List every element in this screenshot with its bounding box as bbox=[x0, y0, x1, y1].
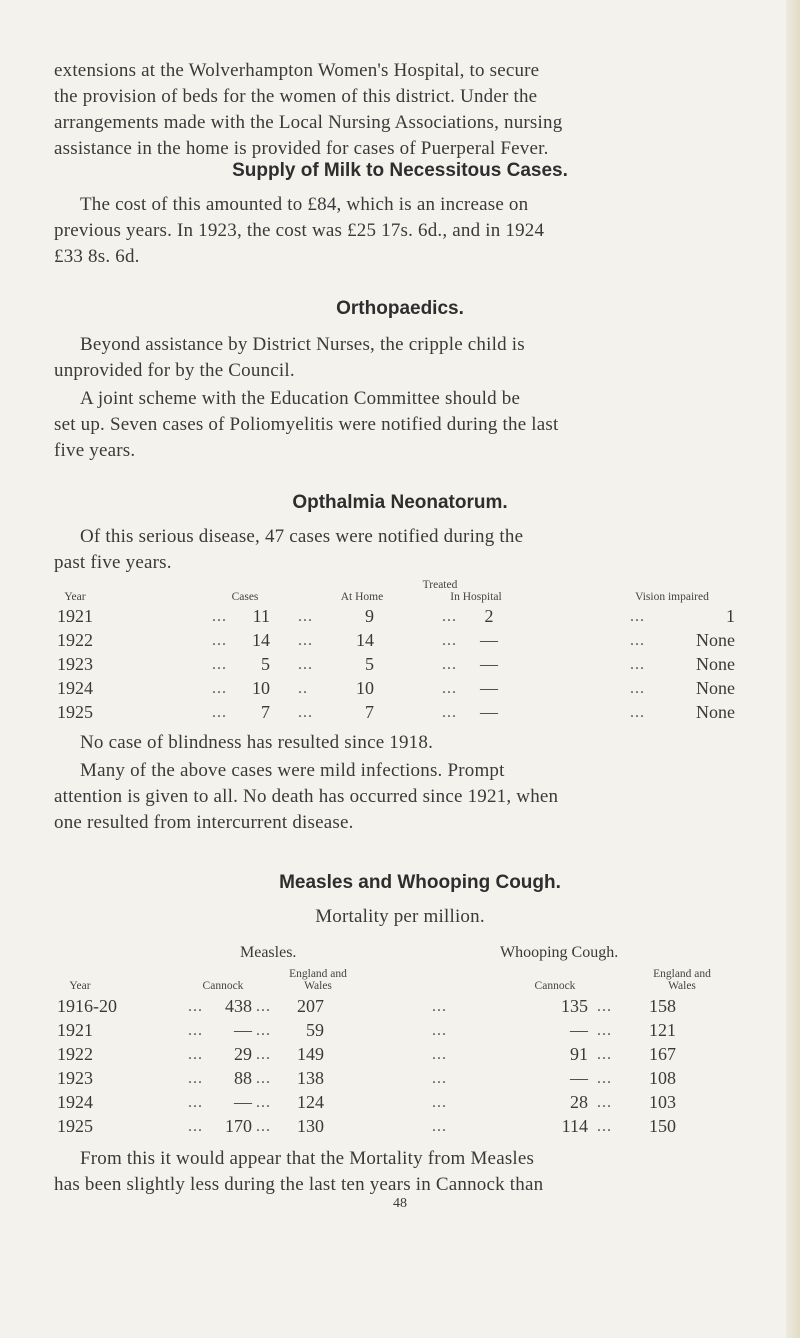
cell-whooping-cannock: 28 bbox=[570, 1092, 588, 1112]
cell-measles-england-wales: 149 bbox=[297, 1044, 324, 1064]
orthopaedics-paragraph-2 bbox=[54, 386, 734, 464]
treated-group-header: Treated bbox=[422, 579, 458, 591]
cell-measles-england-wales: 138 bbox=[297, 1068, 324, 1088]
cell-at-home: 14 bbox=[356, 630, 374, 650]
text-line: the provision of beds for the women of this district. Under the bbox=[54, 86, 538, 107]
cell-at-home: 10 bbox=[356, 678, 374, 698]
column-header-cannock: Cannock bbox=[202, 980, 244, 992]
group-header-whooping: Whooping Cough. bbox=[500, 944, 619, 961]
header-line: Wales bbox=[304, 980, 332, 992]
table-row bbox=[0, 630, 800, 652]
leader-dots: ... bbox=[597, 998, 612, 1015]
leader-dots: ... bbox=[188, 1046, 203, 1063]
leader-dots: ... bbox=[298, 704, 313, 721]
table-row bbox=[0, 654, 800, 676]
leader-dots: .. bbox=[298, 680, 308, 697]
cell-measles-england-wales: 124 bbox=[297, 1092, 324, 1112]
page-number: 48 bbox=[393, 1196, 407, 1211]
leader-dots: ... bbox=[442, 632, 457, 649]
text-line: assistance in the home is provided for cases of Puerperal Fever. bbox=[54, 138, 549, 159]
leader-dots: ... bbox=[630, 632, 645, 649]
table-row bbox=[0, 1044, 800, 1066]
cell-in-hospital: 2 bbox=[484, 606, 494, 626]
text-line: attention is given to all. No death has occurred since 1921, when bbox=[54, 786, 559, 807]
header-line: England and bbox=[289, 968, 347, 980]
column-header-cannock: Cannock bbox=[534, 980, 576, 992]
intro-paragraph bbox=[54, 58, 734, 162]
cell-whooping-england-wales: 108 bbox=[649, 1068, 676, 1088]
column-header-england-wales bbox=[632, 968, 732, 992]
leader-dots: ... bbox=[597, 1070, 612, 1087]
leader-dots: ... bbox=[188, 1070, 203, 1087]
group-header-measles: Measles. bbox=[240, 944, 297, 961]
text-line: five years. bbox=[54, 440, 136, 461]
cell-measles-cannock: 29 bbox=[234, 1044, 252, 1064]
cell-cases: 5 bbox=[261, 654, 270, 674]
cell-at-home: 7 bbox=[365, 702, 374, 722]
cell-in-hospital: — bbox=[480, 654, 498, 674]
cell-year: 1925 bbox=[57, 702, 93, 722]
cell-at-home: 5 bbox=[365, 654, 374, 674]
measles-conclusion bbox=[54, 1146, 734, 1198]
text-line: No case of blindness has resulted since 1918. bbox=[80, 732, 434, 753]
text-line: arrangements made with the Local Nursing Associations, nursing bbox=[54, 112, 563, 133]
column-header-year: Year bbox=[69, 980, 91, 992]
milk-paragraph bbox=[54, 192, 734, 270]
leader-dots: ... bbox=[597, 1094, 612, 1111]
text-line: has been slightly less during the last ten years in Cannock than bbox=[54, 1174, 544, 1195]
leader-dots: ... bbox=[212, 632, 227, 649]
cell-whooping-england-wales: 150 bbox=[649, 1116, 676, 1136]
opthalmia-heading: Opthalmia Neonatorum. bbox=[292, 492, 508, 513]
cell-vision: None bbox=[696, 630, 735, 650]
leader-dots: ... bbox=[432, 1046, 447, 1063]
text-line: The cost of this amounted to £84, which is an increase on bbox=[80, 194, 529, 215]
leader-dots: ... bbox=[442, 656, 457, 673]
cell-vision: None bbox=[696, 654, 735, 674]
leader-dots: ... bbox=[432, 998, 447, 1015]
cell-measles-cannock: 170 bbox=[225, 1116, 252, 1136]
leader-dots: ... bbox=[630, 608, 645, 625]
leader-dots: ... bbox=[212, 704, 227, 721]
measles-subheading bbox=[0, 904, 800, 930]
cell-year: 1922 bbox=[57, 630, 93, 650]
leader-dots: ... bbox=[212, 656, 227, 673]
cell-measles-cannock: 438 bbox=[225, 996, 252, 1016]
leader-dots: ... bbox=[188, 998, 203, 1015]
table-row bbox=[0, 1020, 800, 1042]
table-row bbox=[0, 606, 800, 628]
measles-heading: Measles and Whooping Cough. bbox=[279, 872, 561, 893]
cell-vision: 1 bbox=[726, 606, 735, 626]
leader-dots: ... bbox=[256, 1070, 271, 1087]
text-line: unprovided for by the Council. bbox=[54, 360, 295, 381]
leader-dots: ... bbox=[188, 1022, 203, 1039]
cell-in-hospital: — bbox=[480, 630, 498, 650]
leader-dots: ... bbox=[630, 704, 645, 721]
cell-vision: None bbox=[696, 678, 735, 698]
text-line: £33 8s. 6d. bbox=[54, 246, 140, 267]
cell-year: 1924 bbox=[57, 1092, 93, 1112]
text-line: set up. Seven cases of Poliomyelitis were notified during the last bbox=[54, 414, 559, 435]
cell-whooping-england-wales: 103 bbox=[649, 1092, 676, 1112]
text-line: Mortality per million. bbox=[315, 906, 485, 927]
column-header-in-hospital: In Hospital bbox=[450, 591, 502, 603]
cell-whooping-cannock: — bbox=[570, 1020, 588, 1040]
leader-dots: ... bbox=[432, 1070, 447, 1087]
text-line: one resulted from intercurrent disease. bbox=[54, 812, 354, 833]
cell-year: 1922 bbox=[57, 1044, 93, 1064]
leader-dots: ... bbox=[630, 656, 645, 673]
text-line: From this it would appear that the Mortality from Measles bbox=[80, 1148, 535, 1169]
leader-dots: ... bbox=[256, 1118, 271, 1135]
cell-whooping-cannock: — bbox=[570, 1068, 588, 1088]
cell-measles-cannock: 88 bbox=[234, 1068, 252, 1088]
table-row bbox=[0, 702, 800, 724]
cell-year: 1916-20 bbox=[57, 996, 117, 1016]
cell-cases: 7 bbox=[261, 702, 270, 722]
leader-dots: ... bbox=[256, 1046, 271, 1063]
table-row bbox=[0, 996, 800, 1018]
cell-year: 1921 bbox=[57, 1020, 93, 1040]
cell-in-hospital: — bbox=[480, 678, 498, 698]
cell-measles-cannock: — bbox=[234, 1092, 252, 1112]
cell-whooping-england-wales: 158 bbox=[649, 996, 676, 1016]
column-header-england-wales bbox=[268, 968, 368, 992]
cell-year: 1923 bbox=[57, 654, 93, 674]
text-line: past five years. bbox=[54, 552, 172, 573]
cell-year: 1924 bbox=[57, 678, 93, 698]
leader-dots: ... bbox=[256, 998, 271, 1015]
column-header-at-home: At Home bbox=[340, 591, 384, 603]
leader-dots: ... bbox=[188, 1094, 203, 1111]
column-header-year: Year bbox=[64, 591, 86, 603]
leader-dots: ... bbox=[630, 680, 645, 697]
leader-dots: ... bbox=[298, 656, 313, 673]
table-row bbox=[0, 1068, 800, 1090]
opthalmia-paragraph bbox=[54, 758, 734, 836]
opthalmia-after-table bbox=[54, 730, 734, 756]
leader-dots: ... bbox=[256, 1022, 271, 1039]
cell-year: 1921 bbox=[57, 606, 93, 626]
cell-whooping-cannock: 114 bbox=[561, 1116, 588, 1136]
table-row bbox=[0, 678, 800, 700]
cell-year: 1923 bbox=[57, 1068, 93, 1088]
cell-at-home: 9 bbox=[365, 606, 374, 626]
orthopaedics-heading: Orthopaedics. bbox=[336, 298, 464, 319]
cell-measles-england-wales: 130 bbox=[297, 1116, 324, 1136]
text-line: A joint scheme with the Education Committee should be bbox=[80, 388, 521, 409]
leader-dots: ... bbox=[212, 680, 227, 697]
cell-whooping-cannock: 135 bbox=[561, 996, 588, 1016]
cell-whooping-england-wales: 167 bbox=[649, 1044, 676, 1064]
leader-dots: ... bbox=[188, 1118, 203, 1135]
header-line: England and bbox=[653, 968, 711, 980]
leader-dots: ... bbox=[432, 1118, 447, 1135]
leader-dots: ... bbox=[256, 1094, 271, 1111]
column-header-vision-impaired: Vision impaired bbox=[635, 591, 709, 603]
leader-dots: ... bbox=[597, 1046, 612, 1063]
text-line: extensions at the Wolverhampton Women's Hospital, to secure bbox=[54, 60, 540, 81]
text-line: Many of the above cases were mild infections. Prompt bbox=[80, 760, 505, 781]
column-header-cases: Cases bbox=[231, 591, 259, 603]
cell-cases: 10 bbox=[252, 678, 270, 698]
leader-dots: ... bbox=[432, 1022, 447, 1039]
leader-dots: ... bbox=[442, 608, 457, 625]
header-line: Wales bbox=[668, 980, 696, 992]
orthopaedics-paragraph-1 bbox=[54, 332, 734, 384]
cell-in-hospital: — bbox=[480, 702, 498, 722]
milk-heading: Supply of Milk to Necessitous Cases. bbox=[232, 160, 568, 181]
text-line: Beyond assistance by District Nurses, the cripple child is bbox=[80, 334, 525, 355]
text-line: Of this serious disease, 47 cases were notified during the bbox=[80, 526, 524, 547]
table-row bbox=[0, 1092, 800, 1114]
cell-cases: 14 bbox=[252, 630, 270, 650]
leader-dots: ... bbox=[442, 680, 457, 697]
leader-dots: ... bbox=[442, 704, 457, 721]
cell-year: 1925 bbox=[57, 1116, 93, 1136]
leader-dots: ... bbox=[298, 632, 313, 649]
leader-dots: ... bbox=[432, 1094, 447, 1111]
text-line: previous years. In 1923, the cost was £25 17s. 6d., and in 1924 bbox=[54, 220, 545, 241]
cell-whooping-england-wales: 121 bbox=[649, 1020, 676, 1040]
cell-measles-cannock: — bbox=[234, 1020, 252, 1040]
cell-whooping-cannock: 91 bbox=[570, 1044, 588, 1064]
cell-cases: 11 bbox=[252, 606, 270, 626]
leader-dots: ... bbox=[298, 608, 313, 625]
leader-dots: ... bbox=[597, 1022, 612, 1039]
cell-measles-england-wales: 207 bbox=[297, 996, 324, 1016]
cell-vision: None bbox=[696, 702, 735, 722]
leader-dots: ... bbox=[597, 1118, 612, 1135]
cell-measles-england-wales: 59 bbox=[306, 1020, 324, 1040]
leader-dots: ... bbox=[212, 608, 227, 625]
table-row bbox=[0, 1116, 800, 1138]
opthalmia-intro bbox=[54, 524, 734, 576]
